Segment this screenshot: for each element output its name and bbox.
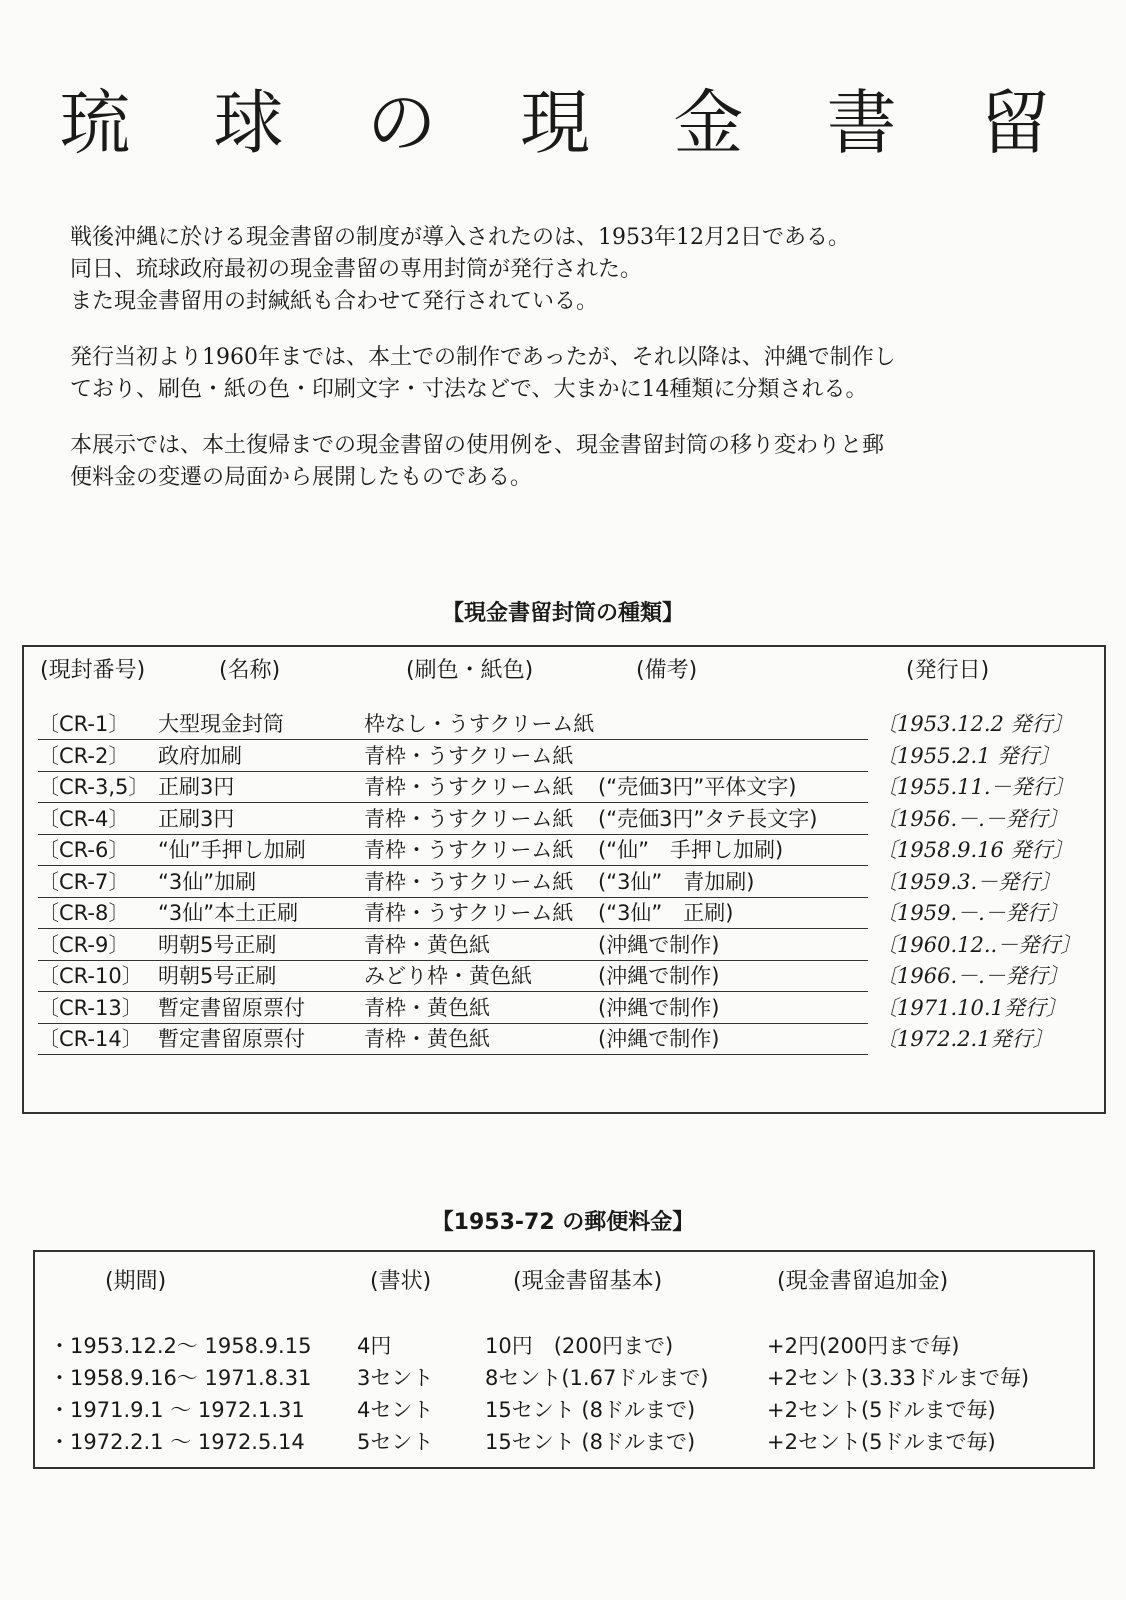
- envelope-date: 〔1966.－.－発行〕: [876, 964, 1069, 988]
- envelope-row: [38, 709, 1104, 740]
- rate-row: [35, 1362, 1093, 1394]
- envelope-name: 明朝5号正刷: [158, 964, 277, 988]
- page-title: [60, 78, 1050, 168]
- envelope-note: (沖縄で制作): [598, 932, 720, 957]
- header-period: (期間): [105, 1269, 167, 1294]
- envelope-note: (“仙” 手押し加刷): [598, 838, 784, 862]
- envelope-name: 政府加刷: [158, 743, 242, 768]
- envelope-row: [38, 961, 1104, 992]
- envelope-color: 青枠・黄色紙: [364, 1027, 490, 1051]
- rate-base: 8セント(1.67ドルまで): [485, 1366, 709, 1390]
- envelope-id: 〔CR-4〕: [38, 806, 130, 831]
- envelope-date: 〔1959.3.－発行〕: [876, 869, 1062, 894]
- envelope-note: (“売価3円”平体文字): [598, 775, 797, 799]
- envelope-types-table: [22, 645, 1106, 1114]
- rate-row: [35, 1330, 1093, 1362]
- rate-extra: +2円(200円まで毎): [767, 1334, 960, 1358]
- header-note: (備考): [636, 658, 698, 683]
- header-cash-extra: (現金書留追加金): [777, 1269, 949, 1294]
- rate-letter: 4セント: [357, 1398, 434, 1422]
- envelope-note: (沖縄で制作): [598, 964, 720, 988]
- envelope-name: 暫定書留原票付: [158, 1027, 305, 1051]
- envelope-row: [38, 804, 1104, 835]
- envelope-name: 暫定書留原票付: [158, 995, 305, 1020]
- envelope-name: “仙”手押し加刷: [158, 838, 306, 862]
- envelope-color: 青枠・うすクリーム紙: [364, 901, 574, 925]
- title-char: 留: [979, 82, 1050, 164]
- envelope-id: 〔CR-7〕: [38, 869, 130, 894]
- rate-base: 15セント (8ドルまで): [485, 1430, 696, 1454]
- header-color: (刷色・紙色): [406, 658, 534, 683]
- rate-period: ・1972.2.1 ～ 1972.5.14: [49, 1430, 305, 1454]
- envelope-row: [38, 930, 1104, 961]
- envelope-id: 〔CR-1〕: [38, 712, 130, 736]
- envelope-name: 大型現金封筒: [158, 712, 284, 736]
- envelope-note: (沖縄で制作): [598, 1027, 720, 1051]
- intro-paragraph-3: 本展示では、本土復帰までの現金書留の使用例を、現金書留封筒の移り変わりと郵 便料金の変遷の局面から展開したものである。: [70, 433, 885, 490]
- envelope-id: 〔CR-6〕: [38, 838, 130, 862]
- envelope-id: 〔CR-2〕: [38, 743, 130, 768]
- envelope-color: 青枠・うすクリーム紙: [364, 838, 574, 862]
- envelope-row: [38, 835, 1104, 866]
- envelope-note: (“3仙” 青加刷): [598, 869, 755, 894]
- envelope-id: 〔CR-14〕: [38, 1027, 143, 1051]
- envelope-color: 青枠・うすクリーム紙: [364, 806, 574, 831]
- envelope-color: 青枠・うすクリーム紙: [364, 775, 574, 799]
- envelope-id: 〔CR-10〕: [38, 964, 143, 988]
- rate-period: ・1953.12.2～ 1958.9.15: [49, 1334, 312, 1358]
- envelope-row: [38, 898, 1104, 929]
- envelope-name: 明朝5号正刷: [158, 932, 277, 957]
- envelope-note: (“売価3円”タテ長文字): [598, 806, 818, 831]
- envelope-date: 〔1960.12..－発行〕: [876, 932, 1082, 957]
- rate-letter: 5セント: [357, 1430, 434, 1454]
- rate-base: 10円 (200円まで): [485, 1334, 674, 1358]
- envelope-color: 枠なし・うすクリーム紙: [364, 712, 595, 736]
- rate-row: [35, 1394, 1093, 1426]
- rate-letter: 3セント: [357, 1366, 434, 1390]
- envelope-date: 〔1953.12.2 発行〕: [876, 712, 1074, 736]
- row-underline: [38, 1054, 868, 1055]
- intro-text: [70, 222, 1070, 518]
- envelope-row: [38, 772, 1104, 803]
- envelope-date: 〔1959.－.－発行〕: [876, 901, 1069, 925]
- envelope-color: 青枠・うすクリーム紙: [364, 869, 574, 894]
- postal-rates-table: [33, 1250, 1095, 1469]
- envelope-note: (沖縄で制作): [598, 995, 720, 1020]
- rate-base: 15セント (8ドルまで): [485, 1398, 696, 1422]
- rate-period: ・1971.9.1 ～ 1972.1.31: [49, 1398, 305, 1422]
- envelope-id: 〔CR-8〕: [38, 901, 130, 925]
- envelope-color: 青枠・黄色紙: [364, 995, 490, 1020]
- envelope-color: 青枠・うすクリーム紙: [364, 743, 574, 768]
- envelope-row: [38, 741, 1104, 772]
- envelope-row: [38, 1024, 1104, 1055]
- envelope-name: “3仙”加刷: [158, 869, 257, 894]
- rate-extra: +2セント(5ドルまで毎): [767, 1398, 996, 1422]
- title-char: 球: [213, 82, 284, 164]
- header-name: (名称): [219, 658, 281, 683]
- envelope-id: 〔CR-13〕: [38, 995, 143, 1020]
- title-char: 琉: [60, 82, 130, 164]
- rate-extra: +2セント(3.33ドルまで毎): [767, 1366, 1030, 1390]
- title-char: 現: [519, 82, 590, 164]
- intro-paragraph-1: 戦後沖縄に於ける現金書留の制度が導入されたのは、1953年12月2日である。 同日、琉球政府最初の現金書留の専用封筒が発行された。 また現金書留用の封緘紙も合わせて発行されている。: [70, 225, 850, 314]
- envelope-row: [38, 867, 1104, 898]
- title-char: 金: [673, 82, 744, 164]
- envelope-name: “3仙”本土正刷: [158, 901, 299, 925]
- rates-section-title: 【1953-72 の郵便料金】: [431, 1210, 695, 1235]
- title-char: 書: [826, 82, 897, 164]
- envelope-note: (“3仙” 正刷): [598, 901, 734, 925]
- envelope-date: 〔1972.2.1発行〕: [876, 1027, 1054, 1051]
- header-cash-base: (現金書留基本): [513, 1269, 663, 1294]
- rate-row: [35, 1426, 1093, 1458]
- envelope-date: 〔1955.2.1 発行〕: [876, 743, 1061, 768]
- header-letter: (書状): [370, 1269, 432, 1294]
- envelope-id: 〔CR-3,5〕: [38, 775, 150, 799]
- header-envelope-number: (現封番号): [40, 658, 146, 683]
- header-issue-date: (発行日): [906, 658, 990, 683]
- envelope-id: 〔CR-9〕: [38, 932, 130, 957]
- envelope-row: [38, 993, 1104, 1024]
- envelope-color: 青枠・黄色紙: [364, 932, 490, 957]
- title-char: の: [366, 82, 437, 164]
- envelope-date: 〔1955.11.－発行〕: [876, 775, 1075, 799]
- envelope-name: 正刷3円: [158, 775, 235, 799]
- rate-letter: 4円: [357, 1334, 392, 1358]
- envelope-date: 〔1958.9.16 発行〕: [876, 838, 1074, 862]
- rate-period: ・1958.9.16～ 1971.8.31: [49, 1366, 312, 1390]
- envelope-date: 〔1956.－.－発行〕: [876, 806, 1069, 831]
- envelope-section-title: 【現金書留封筒の種類】: [441, 601, 684, 626]
- intro-paragraph-2: 発行当初より1960年までは、本土での制作であったが、それ以降は、沖縄で制作し ており、刷色・紙の色・印刷文字・寸法などで、大まかに14種類に分類される。: [70, 345, 896, 402]
- envelope-color: みどり枠・黄色紙: [364, 964, 532, 988]
- envelope-date: 〔1971.10.1発行〕: [876, 995, 1067, 1020]
- rate-extra: +2セント(5ドルまで毎): [767, 1430, 996, 1454]
- envelope-name: 正刷3円: [158, 806, 235, 831]
